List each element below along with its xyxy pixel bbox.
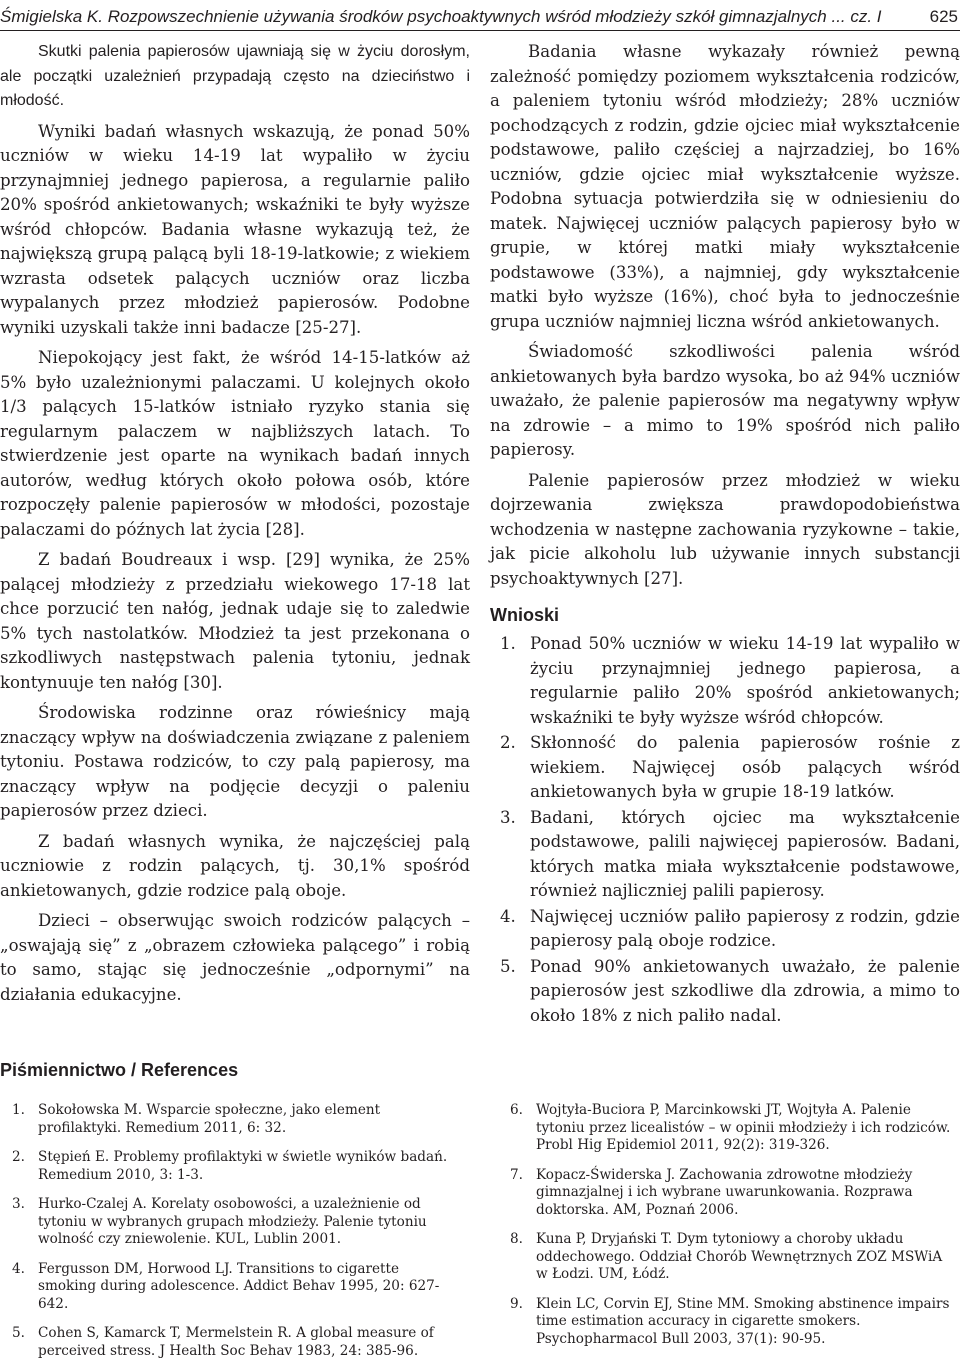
reference-text: Kuna P, Dryjański T. Dym tytoniowy a choroby układu oddechowego. Oddział Chorób Wewnętrznych ZOZ MSWiA w Łodzi. UM, Łódź. bbox=[536, 1231, 943, 1282]
item-number: 3. bbox=[500, 807, 516, 827]
references-heading: Piśmiennictwo / References bbox=[0, 1060, 239, 1080]
reference-number: 9. bbox=[510, 1295, 523, 1312]
item-text: Ponad 90% ankietowanych uważało, że palenie papierosów jest szkodliwe dla zdrowia, a mimo to około 18% z nich paliło nadal. bbox=[530, 956, 960, 1025]
item-text: Ponad 50% uczniów w wieku 14-19 lat wypaliło w życiu przynajmniej jednego papierosa, a regularnie paliło 20% spośród ankietowanych; wskaźniki te były wyższe wśród chłopców. bbox=[530, 634, 960, 727]
references-list-right bbox=[498, 1102, 958, 1360]
conclusion-item bbox=[490, 905, 960, 954]
running-title: Śmigielska K. Rozpowszechnienie używania środków psychoaktywnych wśród młodzieży szkół gimnazjalnych ... cz. I bbox=[0, 7, 882, 26]
reference-text: Cohen S, Kamarck T, Mermelstein R. A global measure of perceived stress. J Health Soc Behav 1983, 24: 385-96. bbox=[38, 1325, 434, 1359]
item-text: Badani, których ojciec ma wykształcenie podstawowe, palili najwięcej papierosów. Badani, których matka miała wykształcenie podstawowe, również najliczniej palili papierosy. bbox=[530, 807, 960, 900]
reference-text: Kopacz-Świderska J. Zachowania zdrowotne młodzieży gimnazjalnej i ich wybrane uwarunkowania. Rozprawa doktorska. AM, Poznań 2006. bbox=[536, 1166, 913, 1218]
reference-number: 3. bbox=[12, 1196, 25, 1212]
item-number: 1. bbox=[500, 634, 516, 653]
page-number: 625 bbox=[929, 7, 958, 26]
reference-item bbox=[0, 1102, 460, 1137]
reference-text: Wojtyła-Buciora P, Marcinkowski JT, Wojtyła A. Palenie tytoniu przez licealistów – w opinii młodzieży i ich rodziców. Probl Hig Epidemiol 2011, 92(2): 319-326. bbox=[536, 1102, 951, 1153]
reference-text: Hurko-Czalej A. Korelaty osobowości, a uzależnienie od tytoniu w wybranych grupach młodzieży. Palenie tytoniu wolność czy zniewolenie. KUL, Lublin 2001. bbox=[38, 1196, 427, 1247]
reference-item bbox=[0, 1325, 460, 1360]
paragraph: Z badań własnych wynika, że najczęściej palą uczniowie z rodzin palących, tj. 30,1% spośród ankietowanych, gdzie rodzice palą oboje. bbox=[0, 831, 470, 900]
reference-item bbox=[0, 1149, 460, 1184]
item-number: 5. bbox=[500, 956, 516, 976]
reference-item bbox=[498, 1102, 958, 1155]
reference-item bbox=[0, 1261, 460, 1314]
reference-number: 8. bbox=[510, 1231, 523, 1247]
paragraph: Skutki palenia papierosów ujawniają się w życiu dorosłym, ale początki uzależnień przypadają często na dzieciństwo i młodość. bbox=[0, 43, 470, 109]
item-number: 4. bbox=[500, 906, 516, 926]
reference-text: Sokołowska M. Wsparcie społeczne, jako element profilaktyki. Remedium 2011, 6: 32. bbox=[38, 1102, 381, 1136]
paragraph: Wyniki badań własnych wskazują, że ponad 50% uczniów w wieku 14-19 lat wypaliło w życiu przynajmniej jednego papierosa, a regularnie paliło 20% spośród ankietowanych; wskaźniki te były wyższe wśród chłopców. Badania własne wykazują też, że największą grupą palącą byli 18-19-latkowie; z wiekiem wzrasta odsetek palących uczniów oraz liczba wypalanych przez młodzież papierosów. Podobne wyniki uzyskali także inni badacze [25-27]. bbox=[0, 121, 470, 337]
conclusion-item bbox=[490, 806, 960, 904]
conclusion-item bbox=[490, 955, 960, 1029]
running-header bbox=[0, 4, 960, 31]
paragraph: Z badań Boudreaux i wsp. [29] wynika, że 25% palącej młodzieży z przedziału wiekowego 17-18 lat chce porzucić ten nałóg, jednak udaje się to zaledwie 5% tych nastolatków. Młodzież ta jest przekonana o szkodliwych następstwach palenia tytoniu, jednak kontynuuje ten nałóg [30]. bbox=[0, 550, 470, 692]
left-column bbox=[0, 40, 470, 1013]
reference-item bbox=[498, 1167, 958, 1220]
item-text: Najwięcej uczniów paliło papierosy z rodzin, gdzie papierosy palą oboje rodzice. bbox=[530, 906, 960, 950]
reference-item bbox=[0, 1196, 460, 1249]
reference-number: 4. bbox=[12, 1260, 25, 1277]
paragraph: Badania własne wykazały również pewną zależność pomiędzy poziomem wykształcenia rodziców, a paleniem tytoniu wśród młodzieży; 28% uczniów pochodzących z rodzin, gdzie ojciec miał wykształcenie podstawowe, paliło częściej a najrzadziej, bo 16% uczniów, gdzie ojciec miał wykształcenie wyższe. Podobna sytuacja potwierdziła się w odniesieniu do matek. Najwięcej uczniów palących papierosy było w grupie, w której matki miały wykształcenie podstawowe (33%), a najmniej, gdy wykształcenie matki było wyższe (16%), choć była to jednocześnie grupa uczniów najmniej liczna wśród ankietowanych. bbox=[490, 42, 960, 331]
reference-item bbox=[498, 1296, 958, 1349]
references-list-left bbox=[0, 1102, 460, 1372]
reference-item bbox=[498, 1231, 958, 1284]
reference-number: 2. bbox=[12, 1149, 25, 1165]
paragraph: Dzieci – obserwując swoich rodziców palących – „oswajają się” z „obrazem człowieka palącego” i robią to samo, stając się jednocześnie „odpornymi” na działania edukacyjne. bbox=[0, 911, 470, 1004]
reference-text: Klein LC, Corvin EJ, Stine MM. Smoking abstinence impairs time estimation accuracy in cigarette smokers. Psychopharmacol Bull 2003, 37(1): 90-95. bbox=[536, 1295, 950, 1347]
item-number: 2. bbox=[500, 733, 516, 752]
reference-number: 7. bbox=[510, 1166, 523, 1183]
paragraph: Świadomość szkodliwości palenia wśród ankietowanych była bardzo wysoka, bo aż 94% uczniów uważało, że palenie papierosów ma negatywny wpływ na zdrowie – a mimo to 19% spośród nich paliło papierosy. bbox=[490, 342, 960, 459]
item-text: Skłonność do palenia papierosów rośnie z wiekiem. Najwięcej osób palących wśród ankietowanych była w grupie 18-19 latków. bbox=[530, 733, 960, 801]
reference-number: 1. bbox=[12, 1102, 25, 1118]
paragraph: Palenie papierosów przez młodzież w wieku dojrzewania zwiększa prawdopodobieństwa wchodzenia w następne zachowania ryzykowne – takie, jak picie alkoholu lub używanie innych substancji psychoaktywnych [27]. bbox=[490, 470, 960, 588]
reference-text: Stępień E. Problemy profilaktyki w świetle wyników badań. Remedium 2010, 3: 1-3. bbox=[38, 1149, 448, 1183]
reference-number: 6. bbox=[510, 1102, 523, 1118]
reference-text: Fergusson DM, Horwood LJ. Transitions to cigarette smoking during adolescence. Addict Behav 1995, 20: 627-642. bbox=[38, 1260, 440, 1312]
right-column bbox=[490, 40, 960, 1029]
conclusions-heading: Wnioski bbox=[490, 605, 560, 625]
paragraph: Środowiska rodzinne oraz rówieśnicy mają znaczący wpływ na doświadczenia związane z paleniem tytoniu. Postawa rodziców, to czy palą papierosy, ma znaczący wpływ na podjęcie decyzji o paleniu papierosów przez dzieci. bbox=[0, 703, 470, 820]
conclusion-item bbox=[490, 731, 960, 805]
reference-number: 5. bbox=[12, 1325, 25, 1341]
paragraph: Niepokojący jest fakt, że wśród 14-15-latków aż 5% było uzależnionymi palaczami. U kolejnych około 1/3 palących 15-latków istniało ryzyko stania się regularnym palaczem w najbliższych latach. To stwierdzenie jest oparte na wynikach badań innych autorów, według których około połowa osób, które rozpoczęły palenie papierosów w młodości, pozostaje palaczami do późnych lat życia [28]. bbox=[0, 348, 470, 539]
conclusion-item bbox=[490, 632, 960, 730]
conclusions-list bbox=[490, 632, 960, 1028]
